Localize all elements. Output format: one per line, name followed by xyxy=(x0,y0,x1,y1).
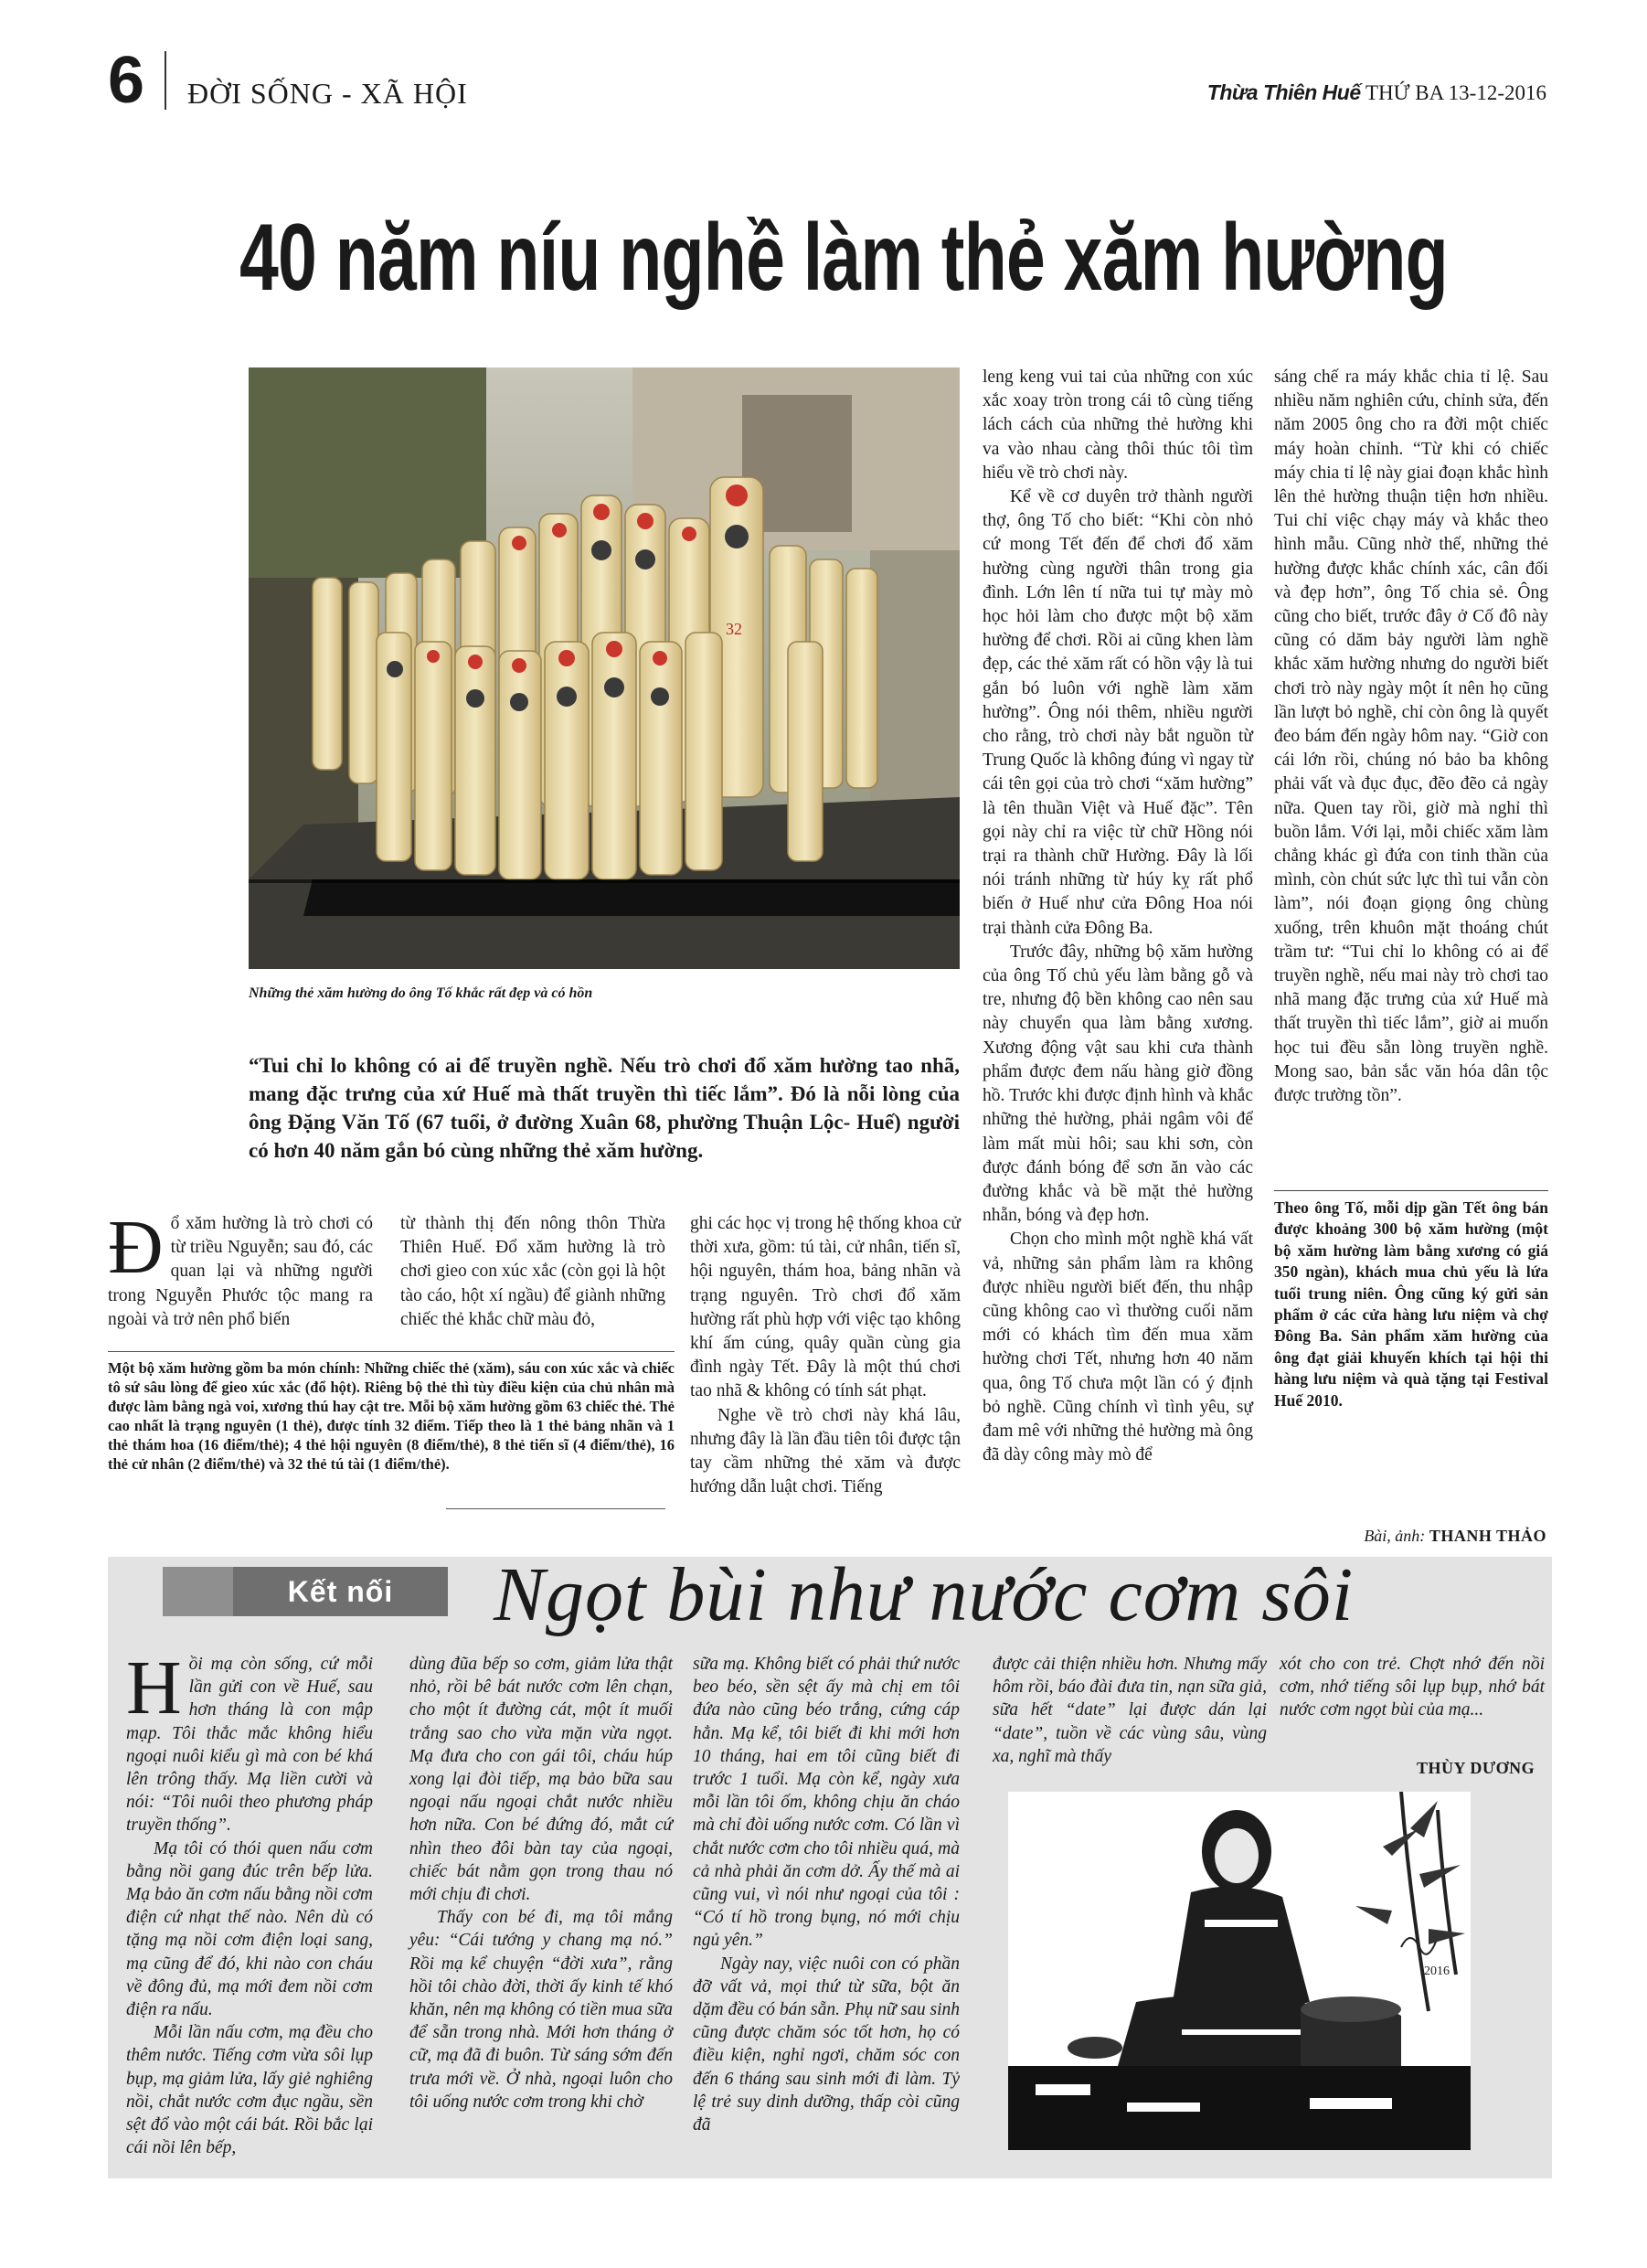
body-text: Trước đây, những bộ xăm hường của ông Tố chủ yếu làm bằng gỗ và tre, nhưng độ bền không cao nên sau này chuyển qua làm bằng xương. Xương động vật sau khi cưa thành phẩm được đem nấu hàng giờ đồng hồ. Trước khi được định hình và khắc những thẻ hường, phải ngâm vôi để làm mất mùi hôi; sau khi sơn, còn được đánh bóng để sơn ăn vào các đường khắc và bề mặt thẻ hường nhẵn, bóng và đẹp hơn. xyxy=(983,942,1253,1226)
body-text: ghi các học vị trong hệ thống khoa cử thời xưa, gồm: tú tài, cử nhân, tiến sĩ, hội nguyên, thám hoa, bảng nhãn và trạng nguyên. Trò chơi đổ xăm hường rất phù hợp với việc tạo không khí ấm cúng, quây quần cùng gia đình ngày Tết. Đây là một thú chơi tao nhã & không có tính sát phạt. xyxy=(690,1214,961,1401)
drop-cap: Đ xyxy=(108,1205,164,1290)
body-text: được cải thiện nhiều hơn. Nhưng mấy hôm rồi, báo đài đưa tin, nạn sữa giả, sữa hết “date” lại được dán lại “date”, tuồn về các vùng sâu, vùng xa, nghĩ mà thấy xyxy=(993,1655,1267,1766)
masthead-date xyxy=(1207,80,1546,105)
sidebar-divider xyxy=(446,1508,665,1509)
ketnoi-column-2 xyxy=(409,1653,673,2114)
header-divider xyxy=(165,51,166,110)
body-column-3 xyxy=(690,1212,961,1499)
note-divider xyxy=(1274,1190,1548,1191)
page-number: 6 xyxy=(108,44,145,117)
ketnoi-column-1 xyxy=(126,1645,373,2159)
drop-cap: H xyxy=(126,1645,182,1730)
body-text: Chọn cho mình một nghề khá vất vả, những sản phẩm làm ra không được nhiều người biết đến, thu nhập cũng không cao vì thường cuối năm mới có khách tìm đến mua xăm hường chơi Tết, nhưng hơn 40 năm qua, ông Tố chưa một lần có ý định bỏ nghề. Cũng chính vì tình yêu, sự đam mê với những thẻ hường mà ông đã dày công mày mò để xyxy=(983,1230,1253,1465)
lead-paragraph: “Tui chỉ lo không có ai để truyền nghề. Nếu trò chơi đổ xăm hường tao nhã, mang đặc trưng của xứ Huế mà thất truyền thì tiếc lắm”. Đó là nỗi lòng của ông Đặng Văn Tố (67 tuổi, ở đường Xuân 68, phường Thuận Lộc- Huế) người có hơn 40 năm gắn bó cùng những thẻ xăm hường. xyxy=(249,1054,960,1162)
ketnoi-author: THÙY DƯƠNG xyxy=(1417,1759,1535,1777)
body-column-4 xyxy=(983,366,1253,1467)
sidebar-box: Một bộ xăm hường gồm ba món chính: Những chiếc thẻ (xăm), sáu con xúc xắc và chiếc tô sứ sâu lòng để gieo xúc xắc (đổ hột). Riêng bộ thẻ thì tùy điều kiện của chủ nhân mà được làm bằng ngà voi, xương thú hay cật tre. Mỗi bộ xăm hường gồm 63 chiếc thẻ. Thẻ cao nhất là trạng nguyên (1 thẻ), được tính 32 điểm. Tiếp theo là 1 thẻ bảng nhãn và 1 thẻ thám hoa (16 điểm/thẻ); 4 thẻ hội nguyên (8 điểm/thẻ), 8 thẻ tiến sĩ (4 điểm/thẻ), 16 thẻ cử nhân (2 điểm/thẻ) và 32 thẻ tú tài (1 điểm/thẻ). xyxy=(108,1359,675,1473)
photo-caption: Những thẻ xăm hường do ông Tố khắc rất đẹp và có hồn xyxy=(249,985,593,1001)
ketnoi-title: Ngọt bùi như nước cơm sôi xyxy=(494,1552,1355,1637)
ketnoi-column-3 xyxy=(693,1653,960,2136)
body-text: sữa mạ. Không biết có phải thứ nước beo béo, sền sệt ấy mà chị em tôi đứa nào cũng béo trắng, cứng cáp hẳn. Mạ kể, tôi biết đi khi mới hơn 10 tháng, hai em tôi cũng biết đi trước 1 tuổi. Mạ còn kể, ngày xưa mỗi lần tôi ốm, không chịu ăn cháo mà chỉ đòi uống nước cơm. Có lần vì chắt nước cơm cho tôi nhiều quá, mà cả nhà phải ăn cơm dở. Ấy thế mà ai cũng vui, vì nói như ngoại của tôi : “Có tí hồ trong bụng, nó mới chịu ngủ yên.” xyxy=(693,1655,960,1951)
photo-card-number: 32 xyxy=(726,620,742,638)
body-text: ồi mạ còn sống, cứ mỗi lần gửi con về Huế, sau hơn tháng là con mập mạp. Tôi thắc mắc không hiểu ngoại nuôi kiểu gì mà con bé khá lên trông thấy. Mạ liền cười và nói: “Tôi nuôi theo phương pháp truyền thống”. xyxy=(126,1655,373,1836)
sidebar-divider xyxy=(108,1351,675,1352)
ketnoi-illustration xyxy=(1008,1792,1471,2150)
paper-name: Thừa Thiên Huế xyxy=(1206,80,1361,104)
section-title: ĐỜI SỐNG - XÃ HỘI xyxy=(187,77,468,110)
illustration-signature: 2016 xyxy=(1424,1965,1450,1978)
ketnoi-column-4 xyxy=(993,1653,1267,1768)
body-text: sáng chế ra máy khắc chia tỉ lệ. Sau nhiều năm nghiên cứu, chỉnh sửa, đến năm 2005 ông cho ra đời một chiếc máy hoàn chỉnh. “Từ khi có chiếc máy chia tỉ lệ này giai đoạn khắc hình lên thẻ hường thuận tiện hơn nhiều. Tui chỉ việc chạy máy và khắc theo hình mẫu. Cũng nhờ thế, những thẻ hường được khắc chính xác, cân đối và đẹp hơn”, ông Tố chia sẻ. Ông cũng cho biết, trước đây ở Cố đô này cũng có dăm bảy người làm nghề khắc xăm hường nhưng do người biết chơi trò này ngày một ít nên họ cũng lần lượt bỏ nghề, chỉ còn ông là quyết đeo bám đến ngày hôm nay. “Giờ con cái lớn rồi, chúng nó bảo ba không phải vất và đục đục, đẽo đẽo cả ngày nữa. Quen tay rồi, giờ mà nghỉ thì buồn lắm. Với lại, mỗi chiếc xăm làm chẳng khác gì đứa con tinh thần của mình, còn chút sức lực thì tui vẫn còn làm”, nói đoạn giọng ông chùng xuống, trên khuôn mặt thoáng chút trầm tư: “Tui chỉ lo không có ai để truyền nghề, nếu mai này trò chơi tao nhã mang đặc trưng của xứ Huế mà thất truyền thì tiếc lắm”, giờ ai muốn học tui đều sẵn lòng truyền nghề. Mong sao, bản sắc văn hóa dân tộc được trường tồn”. xyxy=(1274,367,1548,1106)
byline xyxy=(1364,1527,1546,1546)
body-column-2 xyxy=(400,1212,665,1332)
info-note: Theo ông Tố, mỗi dịp gần Tết ông bán được khoảng 300 bộ xăm hường (một bộ xăm hường làm bằng xương có giá 350 ngàn), khách mua chủ yếu là lứa tuổi trung niên. Ông cũng ký gửi sản phẩm ở các cửa hàng lưu niệm và chợ Đông Ba. Sản phẩm xăm hường của ông đạt giải khuyến khích tại hội thi hàng lưu niệm và quà tặng tại Festival Huế 2010. xyxy=(1274,1198,1548,1410)
body-text: Kể về cơ duyên trở thành người thợ, ông Tố cho biết: “Khi còn nhỏ cứ mong Tết đến để chơi đổ xăm hường cùng người thân trong gia đình. Lớn lên tí nữa tui tự mày mò học hỏi làm cho được một bộ xăm hường để chơi. Rồi ai cũng khen làm đẹp, các thẻ xăm rất có hồn vậy là tui gắn bó luôn với nghề làm xăm hường”. Ông nói thêm, nhiều người cho rằng, trò chơi này bắt nguồn từ Trung Quốc là không đúng vì ngay từ cái tên gọi của trò chơi “xăm hường” là tên thuần Việt và Huế đặc”. Tên gọi này chỉ ra việc từ chữ Hồng nói trại ra thành chữ Hường. Đây là lối nói tránh những từ húy kỵ rất phổ biến ở Huế như cửa Đông Hoa nói trại thành cửa Đông Ba. xyxy=(983,487,1253,938)
body-text: dùng đũa bếp so cơm, giảm lửa thật nhỏ, rồi bê bát nước cơm lên chạn, cho một ít đường cát, một ít muối trắng sao cho vừa mặn vừa ngọt. Mạ đưa cho con gái tôi, cháu húp xong lại đòi tiếp, mạ bảo bữa sau ngoại nấu ngoại chắt nước nhiều hơn nữa. Con bé đứng đó, mắt cứ nhìn theo đôi bàn tay của ngoại, chiếc bát nằm gọn trong thau nó mới chịu đi chơi. xyxy=(409,1655,673,1905)
body-column-1 xyxy=(108,1205,373,1332)
headline: 40 năm níu nghề làm thẻ xăm hường xyxy=(239,205,1448,311)
body-text: leng keng vui tai của những con xúc xắc xoay tròn trong cái tô cùng tiếng lách cách của những thẻ hường khi va vào nhau càng thôi thúc tôi tìm hiểu về trò chơi này. xyxy=(983,367,1253,483)
issue-date: THỨ BA 13-12-2016 xyxy=(1365,81,1546,104)
body-column-5 xyxy=(1274,366,1548,1108)
body-text: Mạ tôi có thói quen nấu cơm bằng nồi gang đúc trên bếp lửa. Mạ bảo ăn cơm nấu bằng nồi cơm điện cứ nhạt thế nào. Nên dù có tặng mạ nồi cơm điện loại sang, mạ cũng để đó, khi nào con cháu về đông đủ, mạ mới đem nồi cơm điện ra nấu. xyxy=(126,1838,373,2020)
body-text: xót cho con trẻ. Chợt nhớ đến nồi cơm, nhớ tiếng sôi lụp bụp, nhớ bát nước cơm ngọt bùi của mạ... xyxy=(1280,1655,1545,1720)
body-text: Nghe về trò chơi này khá lâu, nhưng đây là lần đầu tiên tôi được tận tay cầm những thẻ xăm và được hướng dẫn luật chơi. Tiếng xyxy=(690,1405,961,1497)
ketnoi-tag: Kết nối xyxy=(233,1567,448,1616)
body-text: từ thành thị đến nông thôn Thừa Thiên Huế. Đổ xăm hường là trò chơi gieo con xúc xắc (còn gọi là hột tào cáo, hột xí ngầu) để giành những chiếc thẻ khắc chữ màu đỏ, xyxy=(400,1214,665,1329)
body-text: ổ xăm hường là trò chơi có từ triều Nguyễn; sau đó, các quan lại và những người trong Nguyễn Phước tộc mang ra ngoài và trở nên phổ biến xyxy=(108,1214,373,1329)
body-text: Thấy con bé đi, mạ tôi mắng yêu: “Cái tướng y chang mạ nó.” Rồi mạ kể chuyện “đời xưa”, rằng hồi tôi chào đời, thời ấy kinh tế khó khăn, nên mạ không có tiền mua sữa để sẵn trong nhà. Mới hơn tháng ở cữ, mạ đã đi buôn. Từ sáng sớm đến trưa mới về. Ở nhà, ngoại luôn cho tôi uống nước cơm trong khi chờ xyxy=(409,1908,673,2112)
ketnoi-column-5 xyxy=(1280,1653,1545,1722)
body-text: Mỗi lần nấu cơm, mạ đều cho thêm nước. Tiếng cơm vừa sôi lụp bụp, mạ giảm lửa, lấy giẻ nghiêng nồi, chắt nước cơm đục ngầu, sền sệt đổ vào một cái bát. Rồi bắc lại cái nồi lên bếp, xyxy=(126,2023,373,2158)
article-photo xyxy=(249,367,960,969)
byline-prefix: Bài, ảnh: xyxy=(1364,1527,1426,1545)
byline-author: THANH THẢO xyxy=(1429,1527,1546,1545)
body-text: Ngày nay, việc nuôi con có phần đỡ vất vả, mọi thứ từ sữa, bột ăn dặm đều có bán sẵn. Phụ nữ sau sinh cũng được chăm sóc tốt hơn, họ có điều kiện, nghỉ ngơi, chăm sóc con đến 6 tháng sau sinh mới đi làm. Tỷ lệ trẻ suy dinh dưỡng, thấp còi cũng đã xyxy=(693,1954,960,2135)
